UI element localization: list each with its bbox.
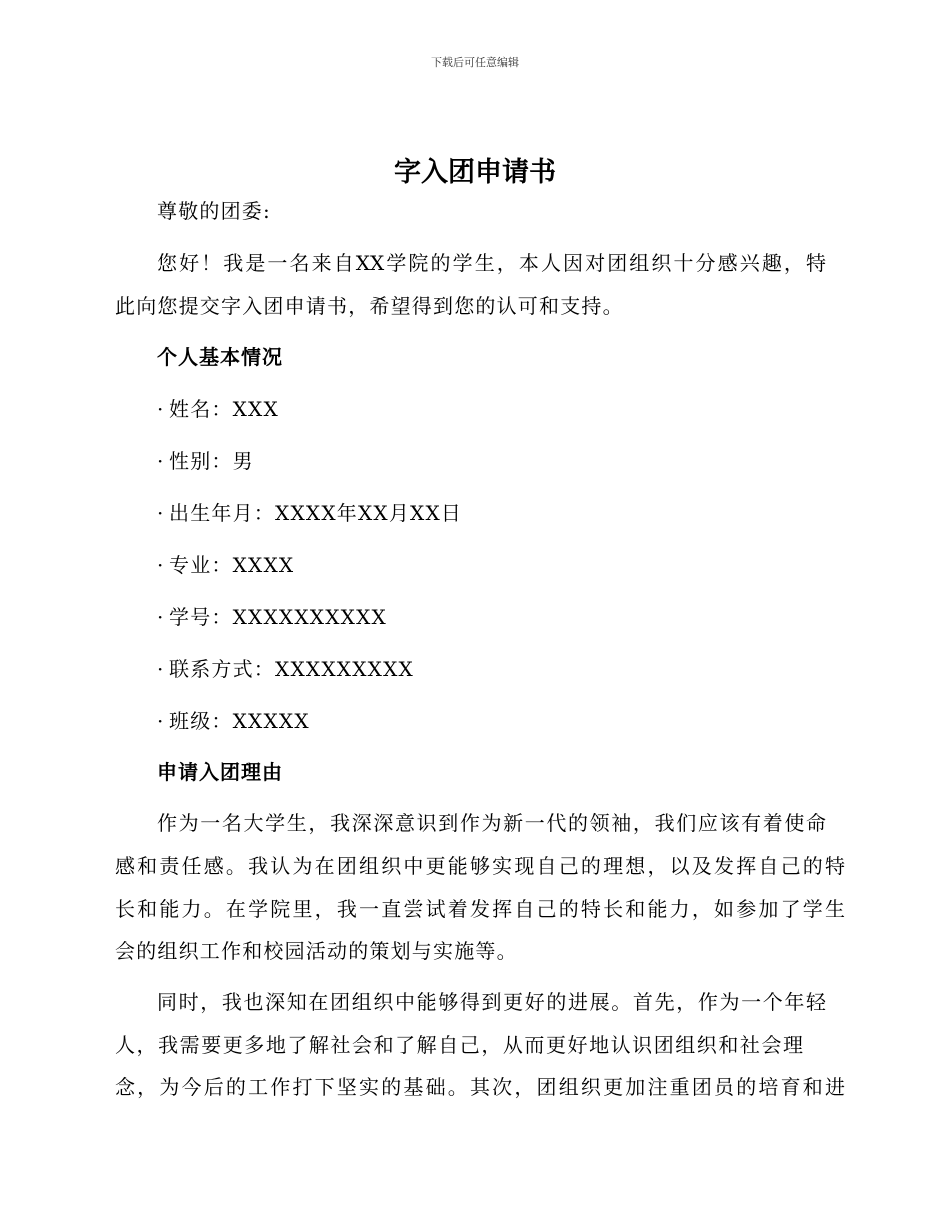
bullet-icon: ·	[157, 709, 165, 733]
page-header-note: 下载后可任意编辑	[431, 56, 519, 69]
document-title: 字入团申请书	[394, 157, 556, 188]
intro-line: 此向您提交字入团申请书，希望得到您的认可和支持。	[115, 294, 624, 318]
paragraph-line: 会的组织工作和校园活动的策划与实施等。	[115, 939, 518, 963]
paragraph-line: 同时，我也深知在团组织中能够得到更好的进展。首先，作为一个年轻	[157, 990, 826, 1014]
paragraph-line: 感和责任感。我认为在团组织中更能够实现自己的理想，以及发挥自己的特	[115, 854, 845, 878]
info-item-gender	[157, 447, 887, 475]
info-item-text: 性别：男	[169, 449, 254, 473]
info-item-text: 学号：XXXXXXXXXX	[169, 605, 387, 629]
bullet-icon: ·	[157, 397, 165, 421]
info-item-birthdate	[157, 499, 887, 527]
info-item-text: 联系方式：XXXXXXXXX	[169, 657, 414, 681]
info-item-text: 姓名：XXX	[169, 397, 279, 421]
intro-line: 您好！我是一名来自XX学院的学生，本人因对团组织十分感兴趣，特	[157, 251, 826, 275]
paragraph-line: 长和能力。在学院里，我一直尝试着发挥自己的特长和能力，如参加了学生	[115, 897, 845, 921]
paragraph-line: 作为一名大学生，我深深意识到作为新一代的领袖，我们应该有着使命	[157, 811, 826, 835]
info-item-student-id	[157, 603, 887, 631]
info-item-major	[157, 551, 887, 579]
info-item-name	[157, 395, 887, 423]
salutation: 尊敬的团委:	[157, 199, 271, 223]
info-item-class	[157, 707, 887, 735]
bullet-icon: ·	[157, 657, 165, 681]
bullet-icon: ·	[157, 501, 165, 525]
info-item-text: 班级：XXXXX	[169, 709, 310, 733]
info-item-text: 专业：XXXX	[169, 553, 295, 577]
paragraph-line: 念，为今后的工作打下坚实的基础。其次，团组织更加注重团员的培育和进	[115, 1075, 845, 1099]
bullet-icon: ·	[157, 553, 165, 577]
info-item-contact	[157, 655, 887, 683]
bullet-icon: ·	[157, 449, 165, 473]
bullet-icon: ·	[157, 605, 165, 629]
info-item-text: 出生年月：XXXX年XX月XX日	[169, 501, 463, 525]
section-heading-reasons: 申请入团理由	[157, 760, 283, 784]
section-heading-basic-info: 个人基本情况	[157, 345, 283, 369]
paragraph-line: 人，我需要更多地了解社会和了解自己，从而更好地认识团组织和社会理	[115, 1033, 803, 1057]
